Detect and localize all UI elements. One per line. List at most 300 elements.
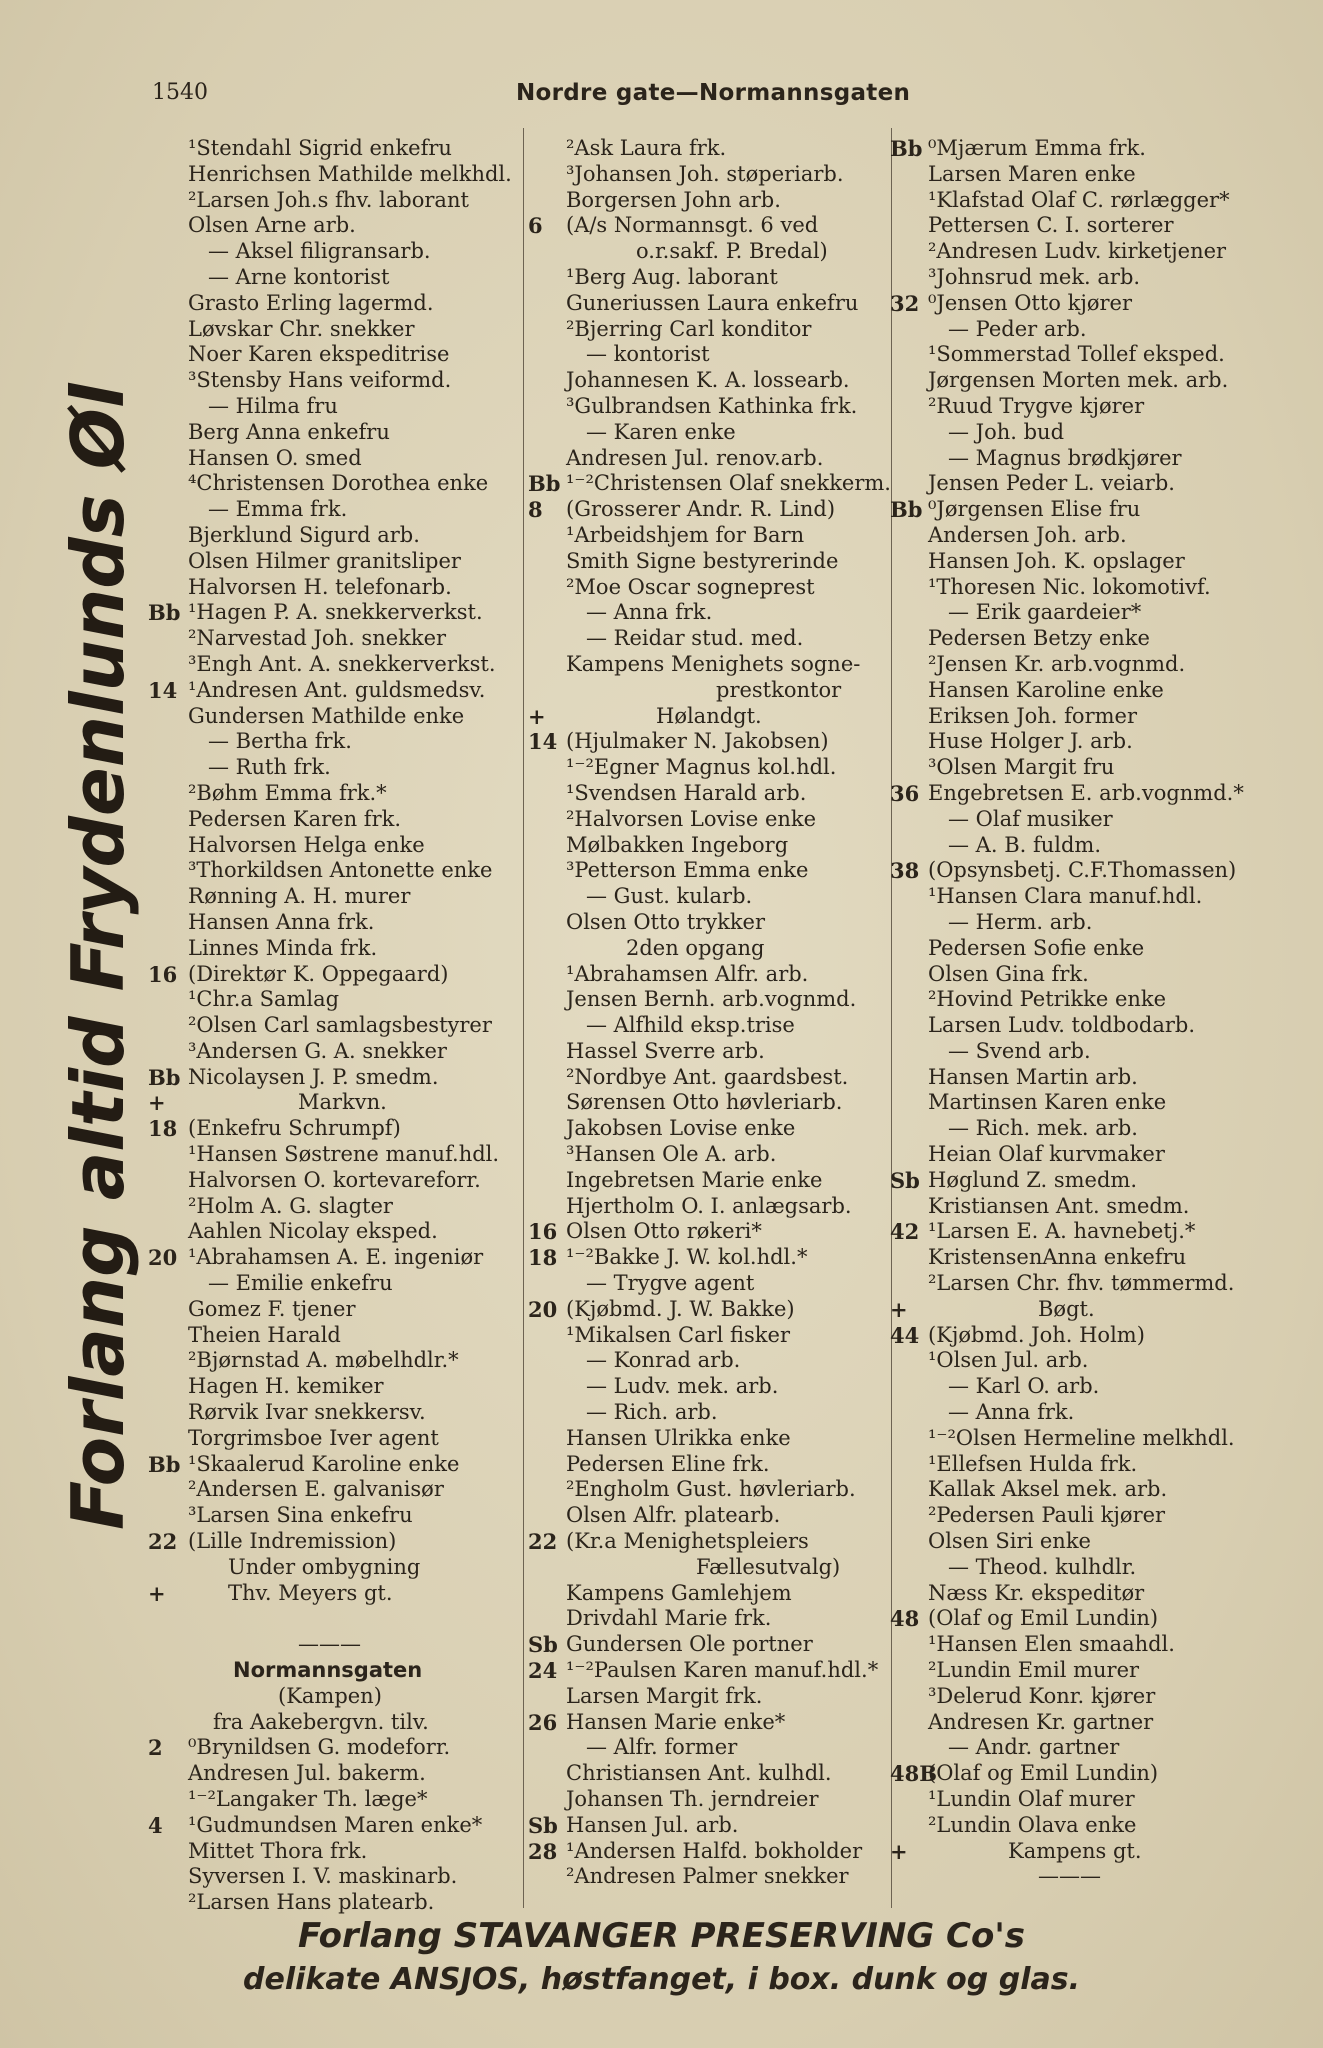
directory-entry bbox=[150, 936, 518, 962]
entry-text: — Joh. bud bbox=[948, 419, 1065, 444]
directory-entry bbox=[150, 446, 518, 472]
entry-text: ¹Stendahl Sigrid enkefru bbox=[188, 136, 452, 160]
directory-entry bbox=[528, 1839, 890, 1865]
directory-entry bbox=[890, 833, 1270, 859]
directory-entry bbox=[890, 446, 1270, 472]
entry-text: Aahlen Nicolay eksped. bbox=[188, 1219, 438, 1244]
directory-entry bbox=[890, 1710, 1270, 1736]
entry-text: Ingebretsen Marie enke bbox=[566, 1167, 823, 1192]
entry-text: ²Holm A. G. slagter bbox=[188, 1193, 393, 1218]
house-number: 22 bbox=[528, 1529, 558, 1555]
directory-entry bbox=[890, 368, 1270, 394]
entry-text: Pettersen C. I. sorterer bbox=[928, 213, 1174, 238]
entry-text: ²Ruud Trygve kjører bbox=[928, 393, 1145, 418]
house-number: 42 bbox=[890, 1219, 920, 1245]
directory-entry bbox=[150, 1710, 518, 1736]
house-number: 16 bbox=[148, 961, 178, 987]
directory-entry bbox=[528, 523, 890, 549]
directory-entry bbox=[150, 213, 518, 239]
entry-text: — Trygve agent bbox=[586, 1271, 755, 1296]
entry-text: Hansen Joh. K. opslager bbox=[928, 548, 1185, 573]
entry-text: Hansen Ulrikka enke bbox=[566, 1425, 791, 1450]
entry-text: Guneriussen Laura enkefru bbox=[566, 290, 859, 315]
entry-text: — Bertha frk. bbox=[208, 729, 352, 754]
entry-text: Pedersen Eline frk. bbox=[566, 1451, 770, 1476]
entry-text: ¹Olsen Jul. arb. bbox=[928, 1348, 1089, 1373]
entry-text: Hansen Marie enke* bbox=[566, 1709, 786, 1734]
entry-text: Hagen H. kemiker bbox=[188, 1374, 384, 1399]
entry-text: — A. B. fuldm. bbox=[948, 832, 1102, 857]
directory-entry bbox=[150, 265, 518, 291]
entry-text: ³Andersen G. A. snekker bbox=[188, 1038, 447, 1063]
entry-text: Kristiansen Ant. smedm. bbox=[928, 1193, 1190, 1218]
house-number: 24 bbox=[528, 1658, 558, 1684]
entry-text: Hansen Karoline enke bbox=[928, 677, 1164, 702]
entry-text: — Rich. arb. bbox=[586, 1400, 718, 1425]
entry-text: Engebretsen E. arb.vognmd.* bbox=[928, 780, 1244, 805]
directory-entry bbox=[890, 652, 1270, 678]
directory-entry bbox=[150, 1813, 518, 1839]
entry-text: Olsen Otto røkeri* bbox=[566, 1219, 762, 1244]
entry-text: — Anna frk. bbox=[948, 1400, 1075, 1425]
entry-text: Eriksen Joh. former bbox=[928, 703, 1137, 728]
directory-entry bbox=[528, 1710, 890, 1736]
directory-entry bbox=[890, 1477, 1270, 1503]
directory-entry bbox=[890, 755, 1270, 781]
entry-text: ³Olsen Margit fru bbox=[928, 755, 1115, 780]
directory-entry bbox=[528, 1477, 890, 1503]
directory-entry bbox=[528, 394, 890, 420]
entry-text: Larsen Margit frk. bbox=[566, 1683, 763, 1708]
entry-text: — Andr. gartner bbox=[948, 1735, 1120, 1760]
entry-text: ¹Hansen Elen smaahdl. bbox=[928, 1632, 1175, 1657]
directory-entry bbox=[528, 1090, 890, 1116]
directory-entry bbox=[528, 1348, 890, 1374]
entry-text: Larsen Ludv. toldbodarb. bbox=[928, 1013, 1195, 1038]
entry-text: ²Larsen Joh.s fhv. laborant bbox=[188, 187, 469, 212]
house-number: + bbox=[148, 1090, 166, 1116]
directory-entry bbox=[528, 987, 890, 1013]
house-number: 32 bbox=[890, 290, 920, 316]
directory-entry bbox=[890, 987, 1270, 1013]
directory-entry bbox=[528, 1606, 890, 1632]
directory-entry bbox=[150, 1116, 518, 1142]
directory-entry bbox=[890, 1735, 1270, 1761]
entry-text: — Aksel filigransarb. bbox=[208, 239, 431, 264]
directory-entry bbox=[528, 317, 890, 343]
directory-column-3 bbox=[890, 136, 1270, 1890]
directory-entry bbox=[150, 755, 518, 781]
entry-text: (Direktør K. Oppegaard) bbox=[188, 961, 449, 986]
entry-text: ⁴Christensen Dorothea enke bbox=[188, 471, 489, 496]
directory-entry bbox=[150, 678, 518, 704]
directory-entry bbox=[890, 549, 1270, 575]
directory-entry bbox=[528, 1581, 890, 1607]
directory-entry bbox=[890, 1503, 1270, 1529]
entry-text: Halvorsen Helga enke bbox=[188, 832, 425, 857]
entry-text: (Kjøbmd. J. W. Bakke) bbox=[566, 1296, 795, 1321]
directory-entry bbox=[150, 239, 518, 265]
directory-entry bbox=[528, 781, 890, 807]
entry-text: Andresen Kr. gartner bbox=[928, 1709, 1154, 1734]
entry-text: ¹Hagen P. A. snekkerverkst. bbox=[188, 600, 483, 625]
entry-text: Johansen Th. jerndreier bbox=[566, 1787, 819, 1811]
directory-entry bbox=[528, 626, 890, 652]
entry-text: ¹Mikalsen Carl fisker bbox=[566, 1322, 790, 1347]
directory-entry bbox=[150, 833, 518, 859]
entry-text: KristensenAnna enkefru bbox=[928, 1245, 1187, 1270]
entry-text: Kampens Gamlehjem bbox=[566, 1580, 792, 1605]
entry-text: Under ombygning bbox=[228, 1554, 421, 1579]
entry-text: ²Andersen E. galvanisør bbox=[188, 1477, 444, 1502]
directory-entry bbox=[890, 1606, 1270, 1632]
entry-text: (A/s Normannsgt. 6 ved bbox=[566, 213, 819, 238]
entry-text: ²Ask Laura frk. bbox=[566, 136, 727, 160]
entry-text: Mølbakken Ingeborg bbox=[566, 832, 789, 857]
entry-text: ——— bbox=[298, 1632, 361, 1657]
directory-entry bbox=[150, 1039, 518, 1065]
entry-text: ³Gulbrandsen Kathinka frk. bbox=[566, 393, 858, 418]
entry-text: Linnes Minda frk. bbox=[188, 935, 378, 960]
directory-entry bbox=[150, 1581, 518, 1607]
directory-entry bbox=[890, 1039, 1270, 1065]
directory-entry bbox=[150, 1219, 518, 1245]
entry-text: ²Jensen Kr. arb.vognmd. bbox=[928, 651, 1186, 676]
entry-text: Smith Signe bestyrerinde bbox=[566, 548, 839, 573]
directory-entry bbox=[890, 1090, 1270, 1116]
entry-text: ¹Chr.a Samlag bbox=[188, 987, 340, 1012]
entry-text: Heian Olaf kurvmaker bbox=[928, 1142, 1165, 1167]
directory-entry bbox=[150, 1761, 518, 1787]
directory-entry bbox=[528, 136, 890, 162]
entry-text: Olsen Siri enke bbox=[928, 1529, 1091, 1554]
entry-text: Gundersen Ole portner bbox=[566, 1632, 813, 1657]
entry-text: Hansen O. smed bbox=[188, 445, 362, 470]
house-number: Sb bbox=[890, 1167, 920, 1193]
directory-entry bbox=[890, 317, 1270, 343]
directory-entry bbox=[528, 1374, 890, 1400]
entry-text: — Ludv. mek. arb. bbox=[586, 1374, 779, 1399]
directory-entry bbox=[528, 833, 890, 859]
directory-entry bbox=[150, 549, 518, 575]
bottom-advertisement-line-2: delikate ANSJOS, høstfanget, i box. dunk og glas. bbox=[243, 1962, 1080, 1997]
directory-entry bbox=[528, 1761, 890, 1787]
entry-text: — Peder arb. bbox=[948, 316, 1087, 341]
directory-entry bbox=[150, 394, 518, 420]
directory-entry bbox=[528, 446, 890, 472]
entry-text: Pedersen Betzy enke bbox=[928, 626, 1150, 651]
entry-text: (Opsynsbetj. C.F.Thomassen) bbox=[928, 858, 1237, 883]
directory-entry bbox=[528, 1013, 890, 1039]
entry-text: Grasto Erling lagermd. bbox=[188, 290, 434, 315]
entry-text: Hassel Sverre arb. bbox=[566, 1038, 765, 1063]
directory-entry bbox=[890, 626, 1270, 652]
directory-entry bbox=[528, 1864, 890, 1890]
entry-text: ³Larsen Sina enkefru bbox=[188, 1503, 413, 1528]
entry-text: ¹⁻²Christensen Olaf snekkerm. bbox=[566, 471, 891, 496]
entry-text: Gomez F. tjener bbox=[188, 1296, 356, 1321]
directory-entry bbox=[890, 600, 1270, 626]
directory-entry bbox=[890, 239, 1270, 265]
entry-text: Henrichsen Mathilde melkhdl. bbox=[188, 161, 512, 186]
directory-entry bbox=[150, 884, 518, 910]
directory-entry bbox=[528, 1787, 890, 1813]
directory-entry bbox=[890, 1684, 1270, 1710]
directory-entry bbox=[150, 342, 518, 368]
entry-text: Kampens gt. bbox=[1008, 1838, 1142, 1863]
entry-text: (Lille Indremission) bbox=[188, 1529, 397, 1554]
directory-entry bbox=[528, 910, 890, 936]
entry-text: Drivdahl Marie frk. bbox=[566, 1606, 772, 1631]
directory-entry bbox=[150, 1271, 518, 1297]
entry-text: (Kr.a Menighetspleiers bbox=[566, 1529, 809, 1554]
entry-text: ²Halvorsen Lovise enke bbox=[566, 806, 817, 831]
directory-entry bbox=[528, 239, 890, 265]
entry-text: ——— bbox=[1038, 1864, 1101, 1889]
entry-text: — Arne kontorist bbox=[208, 264, 390, 289]
directory-entry bbox=[528, 1632, 890, 1658]
entry-text: o.r.sakf. P. Bredal) bbox=[636, 239, 828, 264]
entry-text: ²Larsen Chr. fhv. tømmermd. bbox=[928, 1271, 1235, 1296]
directory-entry bbox=[528, 291, 890, 317]
entry-text: ²Larsen Hans platearb. bbox=[188, 1890, 435, 1915]
directory-entry bbox=[150, 497, 518, 523]
entry-text: 2den opgang bbox=[626, 935, 765, 960]
entry-text: ³Hansen Ole A. arb. bbox=[566, 1142, 777, 1167]
entry-text: Næss Kr. ekspeditør bbox=[928, 1580, 1145, 1605]
house-number: Sb bbox=[528, 1632, 558, 1658]
directory-entry bbox=[150, 1297, 518, 1323]
directory-entry bbox=[890, 781, 1270, 807]
entry-text: ²Engholm Gust. høvleriarb. bbox=[566, 1477, 856, 1502]
entry-text: Huse Holger J. arb. bbox=[928, 729, 1133, 754]
entry-text: — Erik gaardeier* bbox=[948, 600, 1142, 625]
directory-entry bbox=[150, 1658, 518, 1684]
directory-entry bbox=[150, 1400, 518, 1426]
entry-text: Halvorsen O. kortevareforr. bbox=[188, 1167, 481, 1192]
directory-entry bbox=[890, 1839, 1270, 1865]
entry-text: ²Nordbye Ant. gaardsbest. bbox=[566, 1064, 849, 1089]
directory-entry bbox=[528, 265, 890, 291]
directory-entry bbox=[528, 704, 890, 730]
directory-entry bbox=[890, 420, 1270, 446]
directory-entry bbox=[890, 1297, 1270, 1323]
directory-entry bbox=[890, 910, 1270, 936]
directory-entry bbox=[528, 1555, 890, 1581]
house-number: 18 bbox=[528, 1245, 558, 1271]
directory-entry bbox=[150, 162, 518, 188]
directory-entry bbox=[528, 1735, 890, 1761]
entry-text: ³Johnsrud mek. arb. bbox=[928, 264, 1141, 289]
directory-entry bbox=[528, 213, 890, 239]
directory-entry bbox=[150, 1452, 518, 1478]
entry-text: ¹Ellefsen Hulda frk. bbox=[928, 1451, 1138, 1476]
entry-text: ²Lundin Emil murer bbox=[928, 1658, 1140, 1683]
entry-text: Jensen Peder L. veiarb. bbox=[928, 471, 1175, 496]
directory-entry bbox=[890, 136, 1270, 162]
entry-text: Borgersen John arb. bbox=[566, 187, 781, 212]
entry-text: ¹Gudmundsen Maren enke* bbox=[188, 1812, 483, 1837]
house-number: 36 bbox=[890, 780, 920, 806]
directory-entry bbox=[150, 1013, 518, 1039]
entry-text: Christiansen Ant. kulhdl. bbox=[566, 1761, 832, 1786]
directory-entry bbox=[528, 1684, 890, 1710]
directory-entry bbox=[528, 600, 890, 626]
house-number: Bb bbox=[528, 471, 561, 497]
house-number: Bb bbox=[148, 1064, 181, 1090]
directory-entry bbox=[150, 987, 518, 1013]
entry-text: Torgrimsboe Iver agent bbox=[188, 1425, 439, 1450]
entry-text: ⁰Jensen Otto kjører bbox=[928, 290, 1132, 315]
directory-entry bbox=[890, 394, 1270, 420]
column-divider bbox=[523, 128, 524, 1908]
entry-text: Fællesutvalg) bbox=[696, 1554, 841, 1579]
entry-text: — Rich. mek. arb. bbox=[948, 1116, 1138, 1141]
directory-entry bbox=[890, 704, 1270, 730]
entry-text: Olsen Otto trykker bbox=[566, 909, 766, 934]
entry-text: ²Bjørnstad A. møbelhdlr.* bbox=[188, 1348, 459, 1373]
entry-text: — Karen enke bbox=[586, 419, 736, 444]
directory-entry bbox=[890, 188, 1270, 214]
directory-entry bbox=[150, 910, 518, 936]
directory-entry bbox=[890, 884, 1270, 910]
entry-text: Andresen Jul. bakerm. bbox=[188, 1761, 426, 1786]
directory-entry bbox=[528, 1813, 890, 1839]
entry-text: ¹Skaalerud Karoline enke bbox=[188, 1451, 460, 1476]
directory-entry bbox=[890, 858, 1270, 884]
directory-entry bbox=[890, 497, 1270, 523]
directory-entry bbox=[890, 1116, 1270, 1142]
directory-entry bbox=[150, 807, 518, 833]
entry-text: Nicolaysen J. P. smedm. bbox=[188, 1064, 439, 1089]
directory-entry bbox=[528, 1039, 890, 1065]
entry-text: Hansen Martin arb. bbox=[928, 1064, 1138, 1089]
entry-text: ¹Berg Aug. laborant bbox=[566, 264, 778, 289]
directory-entry bbox=[890, 342, 1270, 368]
house-number: + bbox=[528, 703, 546, 729]
house-number: Bb bbox=[890, 136, 923, 161]
entry-text: — kontorist bbox=[586, 342, 710, 367]
entry-text: ³Petterson Emma enke bbox=[566, 858, 809, 883]
directory-entry bbox=[150, 1477, 518, 1503]
directory-entry bbox=[150, 1503, 518, 1529]
directory-entry bbox=[890, 1581, 1270, 1607]
entry-text: — Emma frk. bbox=[208, 497, 348, 522]
entry-text: ³Johansen Joh. støperiarb. bbox=[566, 161, 844, 186]
directory-entry bbox=[528, 884, 890, 910]
directory-entry bbox=[890, 1761, 1270, 1787]
directory-entry bbox=[150, 729, 518, 755]
directory-entry bbox=[890, 962, 1270, 988]
directory-entry bbox=[528, 858, 890, 884]
entry-text: — Karl O. arb. bbox=[948, 1374, 1100, 1399]
directory-entry bbox=[150, 781, 518, 807]
entry-text: — Gust. kularb. bbox=[586, 884, 753, 909]
entry-text: — Magnus brødkjører bbox=[948, 445, 1182, 470]
entry-text: — Herm. arb. bbox=[948, 909, 1093, 934]
entry-text: — Ruth frk. bbox=[208, 755, 331, 780]
directory-entry bbox=[890, 575, 1270, 601]
entry-text: Hansen Jul. arb. bbox=[566, 1812, 739, 1837]
entry-text: — Svend arb. bbox=[948, 1038, 1091, 1063]
directory-entry bbox=[890, 1426, 1270, 1452]
entry-text: ¹Hansen Clara manuf.hdl. bbox=[928, 884, 1203, 909]
directory-entry bbox=[890, 1194, 1270, 1220]
house-number: 26 bbox=[528, 1709, 558, 1735]
entry-text: fra Aakebergvn. tilv. bbox=[213, 1709, 429, 1734]
directory-entry bbox=[890, 523, 1270, 549]
directory-entry bbox=[150, 600, 518, 626]
entry-text: ¹Andresen Ant. guldsmedsv. bbox=[188, 677, 486, 702]
entry-text: ¹Arbeidshjem for Barn bbox=[566, 522, 805, 547]
directory-entry bbox=[528, 162, 890, 188]
directory-entry bbox=[890, 1529, 1270, 1555]
directory-entry bbox=[890, 1555, 1270, 1581]
house-number: 6 bbox=[528, 213, 543, 239]
entry-text: Olsen Hilmer granitsliper bbox=[188, 548, 461, 573]
directory-entry bbox=[528, 575, 890, 601]
entry-text: ⁰Jørgensen Elise fru bbox=[928, 497, 1141, 522]
directory-entry bbox=[528, 1529, 890, 1555]
entry-text: Mittet Thora frk. bbox=[188, 1838, 368, 1863]
entry-text: ¹Larsen E. A. havnebetj.* bbox=[928, 1219, 1196, 1244]
house-number: 16 bbox=[528, 1219, 558, 1245]
entry-text: Halvorsen H. telefonarb. bbox=[188, 574, 452, 599]
directory-entry bbox=[890, 1452, 1270, 1478]
entry-text: ²Olsen Carl samlagsbestyrer bbox=[188, 1013, 492, 1038]
entry-text: Martinsen Karen enke bbox=[928, 1090, 1167, 1115]
entry-text: Olsen Alfr. platearb. bbox=[566, 1503, 781, 1528]
directory-entry bbox=[528, 755, 890, 781]
directory-entry bbox=[528, 1452, 890, 1478]
directory-entry bbox=[528, 342, 890, 368]
house-number: Sb bbox=[528, 1812, 558, 1838]
entry-text: (Olaf og Emil Lundin) bbox=[928, 1761, 1159, 1786]
directory-entry bbox=[150, 652, 518, 678]
house-number: Bb bbox=[890, 497, 923, 523]
entry-text: ²Andresen Palmer snekker bbox=[566, 1864, 849, 1889]
entry-text: Gundersen Mathilde enke bbox=[188, 703, 465, 728]
directory-entry bbox=[890, 213, 1270, 239]
entry-text: ¹Klafstad Olaf C. rørlægger* bbox=[928, 187, 1230, 212]
entry-text: ¹⁻²Langaker Th. læge* bbox=[188, 1787, 428, 1811]
entry-text: — Alfhild eksp.trise bbox=[586, 1013, 795, 1038]
house-number: Bb bbox=[148, 600, 181, 626]
directory-entry bbox=[150, 704, 518, 730]
directory-entry bbox=[150, 136, 518, 162]
directory-entry bbox=[890, 1864, 1270, 1890]
directory-entry bbox=[150, 575, 518, 601]
directory-column-1 bbox=[150, 136, 518, 1916]
directory-entry bbox=[150, 1787, 518, 1813]
directory-entry bbox=[890, 729, 1270, 755]
house-number: 14 bbox=[528, 729, 558, 755]
entry-text: Jakobsen Lovise enke bbox=[566, 1116, 796, 1141]
directory-entry bbox=[528, 1245, 890, 1271]
directory-entry bbox=[150, 1632, 518, 1658]
directory-entry bbox=[528, 368, 890, 394]
directory-entry bbox=[528, 1658, 890, 1684]
directory-entry bbox=[528, 652, 890, 678]
directory-entry bbox=[890, 1142, 1270, 1168]
directory-entry bbox=[890, 678, 1270, 704]
directory-entry bbox=[528, 1219, 890, 1245]
entry-text: Pedersen Karen frk. bbox=[188, 806, 402, 831]
house-number: + bbox=[148, 1580, 166, 1606]
directory-entry bbox=[150, 1529, 518, 1555]
directory-entry bbox=[150, 1245, 518, 1271]
entry-text: — Konrad arb. bbox=[586, 1348, 741, 1373]
